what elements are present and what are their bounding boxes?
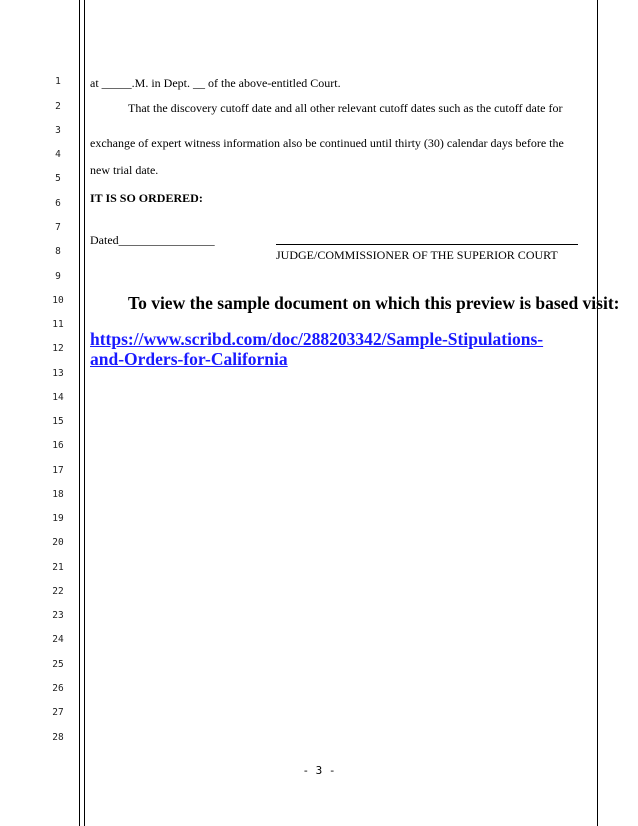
- preview-notice: To view the sample document on which this preview is based visit:: [128, 293, 620, 313]
- so-ordered-heading: IT IS SO ORDERED:: [90, 191, 203, 205]
- discovery-paragraph-line-2: exchange of expert witness information also be continued until thirty (30) calendar days before the: [90, 136, 564, 150]
- line-number: 28: [52, 732, 64, 743]
- line-number: 26: [52, 683, 64, 694]
- line-number: 6: [55, 198, 61, 209]
- line-number: 2: [55, 101, 61, 112]
- line-number: 16: [52, 440, 64, 451]
- line-number: 10: [52, 295, 64, 306]
- discovery-paragraph-line-1: That the discovery cutoff date and all other relevant cutoff dates such as the cutoff date for: [128, 101, 563, 115]
- line-number: 20: [52, 537, 64, 548]
- line-number: 3: [55, 125, 61, 136]
- line-number: 11: [52, 319, 64, 330]
- line-number: 8: [55, 246, 61, 257]
- line-number: 4: [55, 149, 61, 160]
- hearing-line: at _____.M. in Dept. __ of the above-entitled Court.: [90, 76, 341, 90]
- line-number: 14: [52, 392, 64, 403]
- left-margin-rule-outer: [79, 0, 80, 826]
- line-number: 25: [52, 659, 64, 670]
- line-number: 21: [52, 562, 64, 573]
- judge-title: JUDGE/COMMISSIONER OF THE SUPERIOR COURT: [276, 248, 558, 262]
- page-number: - 3 -: [302, 764, 336, 777]
- judge-signature-line: [276, 244, 578, 245]
- left-margin-rule-inner: [84, 0, 85, 826]
- line-number: 5: [55, 173, 61, 184]
- line-number: 13: [52, 368, 64, 379]
- line-number: 17: [52, 465, 64, 476]
- dated-field: Dated________________: [90, 233, 215, 247]
- line-number: 9: [55, 271, 61, 282]
- line-number: 23: [52, 610, 64, 621]
- scribd-link[interactable]: https://www.scribd.com/doc/288203342/Sample-Stipulations-and-Orders-for-California: [90, 329, 544, 369]
- line-number: 1: [55, 76, 61, 87]
- line-number: 27: [52, 707, 64, 718]
- line-number: 15: [52, 416, 64, 427]
- line-number: 19: [52, 513, 64, 524]
- line-number: 22: [52, 586, 64, 597]
- line-number: 12: [52, 343, 64, 354]
- line-number: 7: [55, 222, 61, 233]
- line-number: 24: [52, 634, 64, 645]
- right-margin-rule: [597, 0, 598, 826]
- line-number: 18: [52, 489, 64, 500]
- discovery-paragraph-line-3: new trial date.: [90, 163, 159, 177]
